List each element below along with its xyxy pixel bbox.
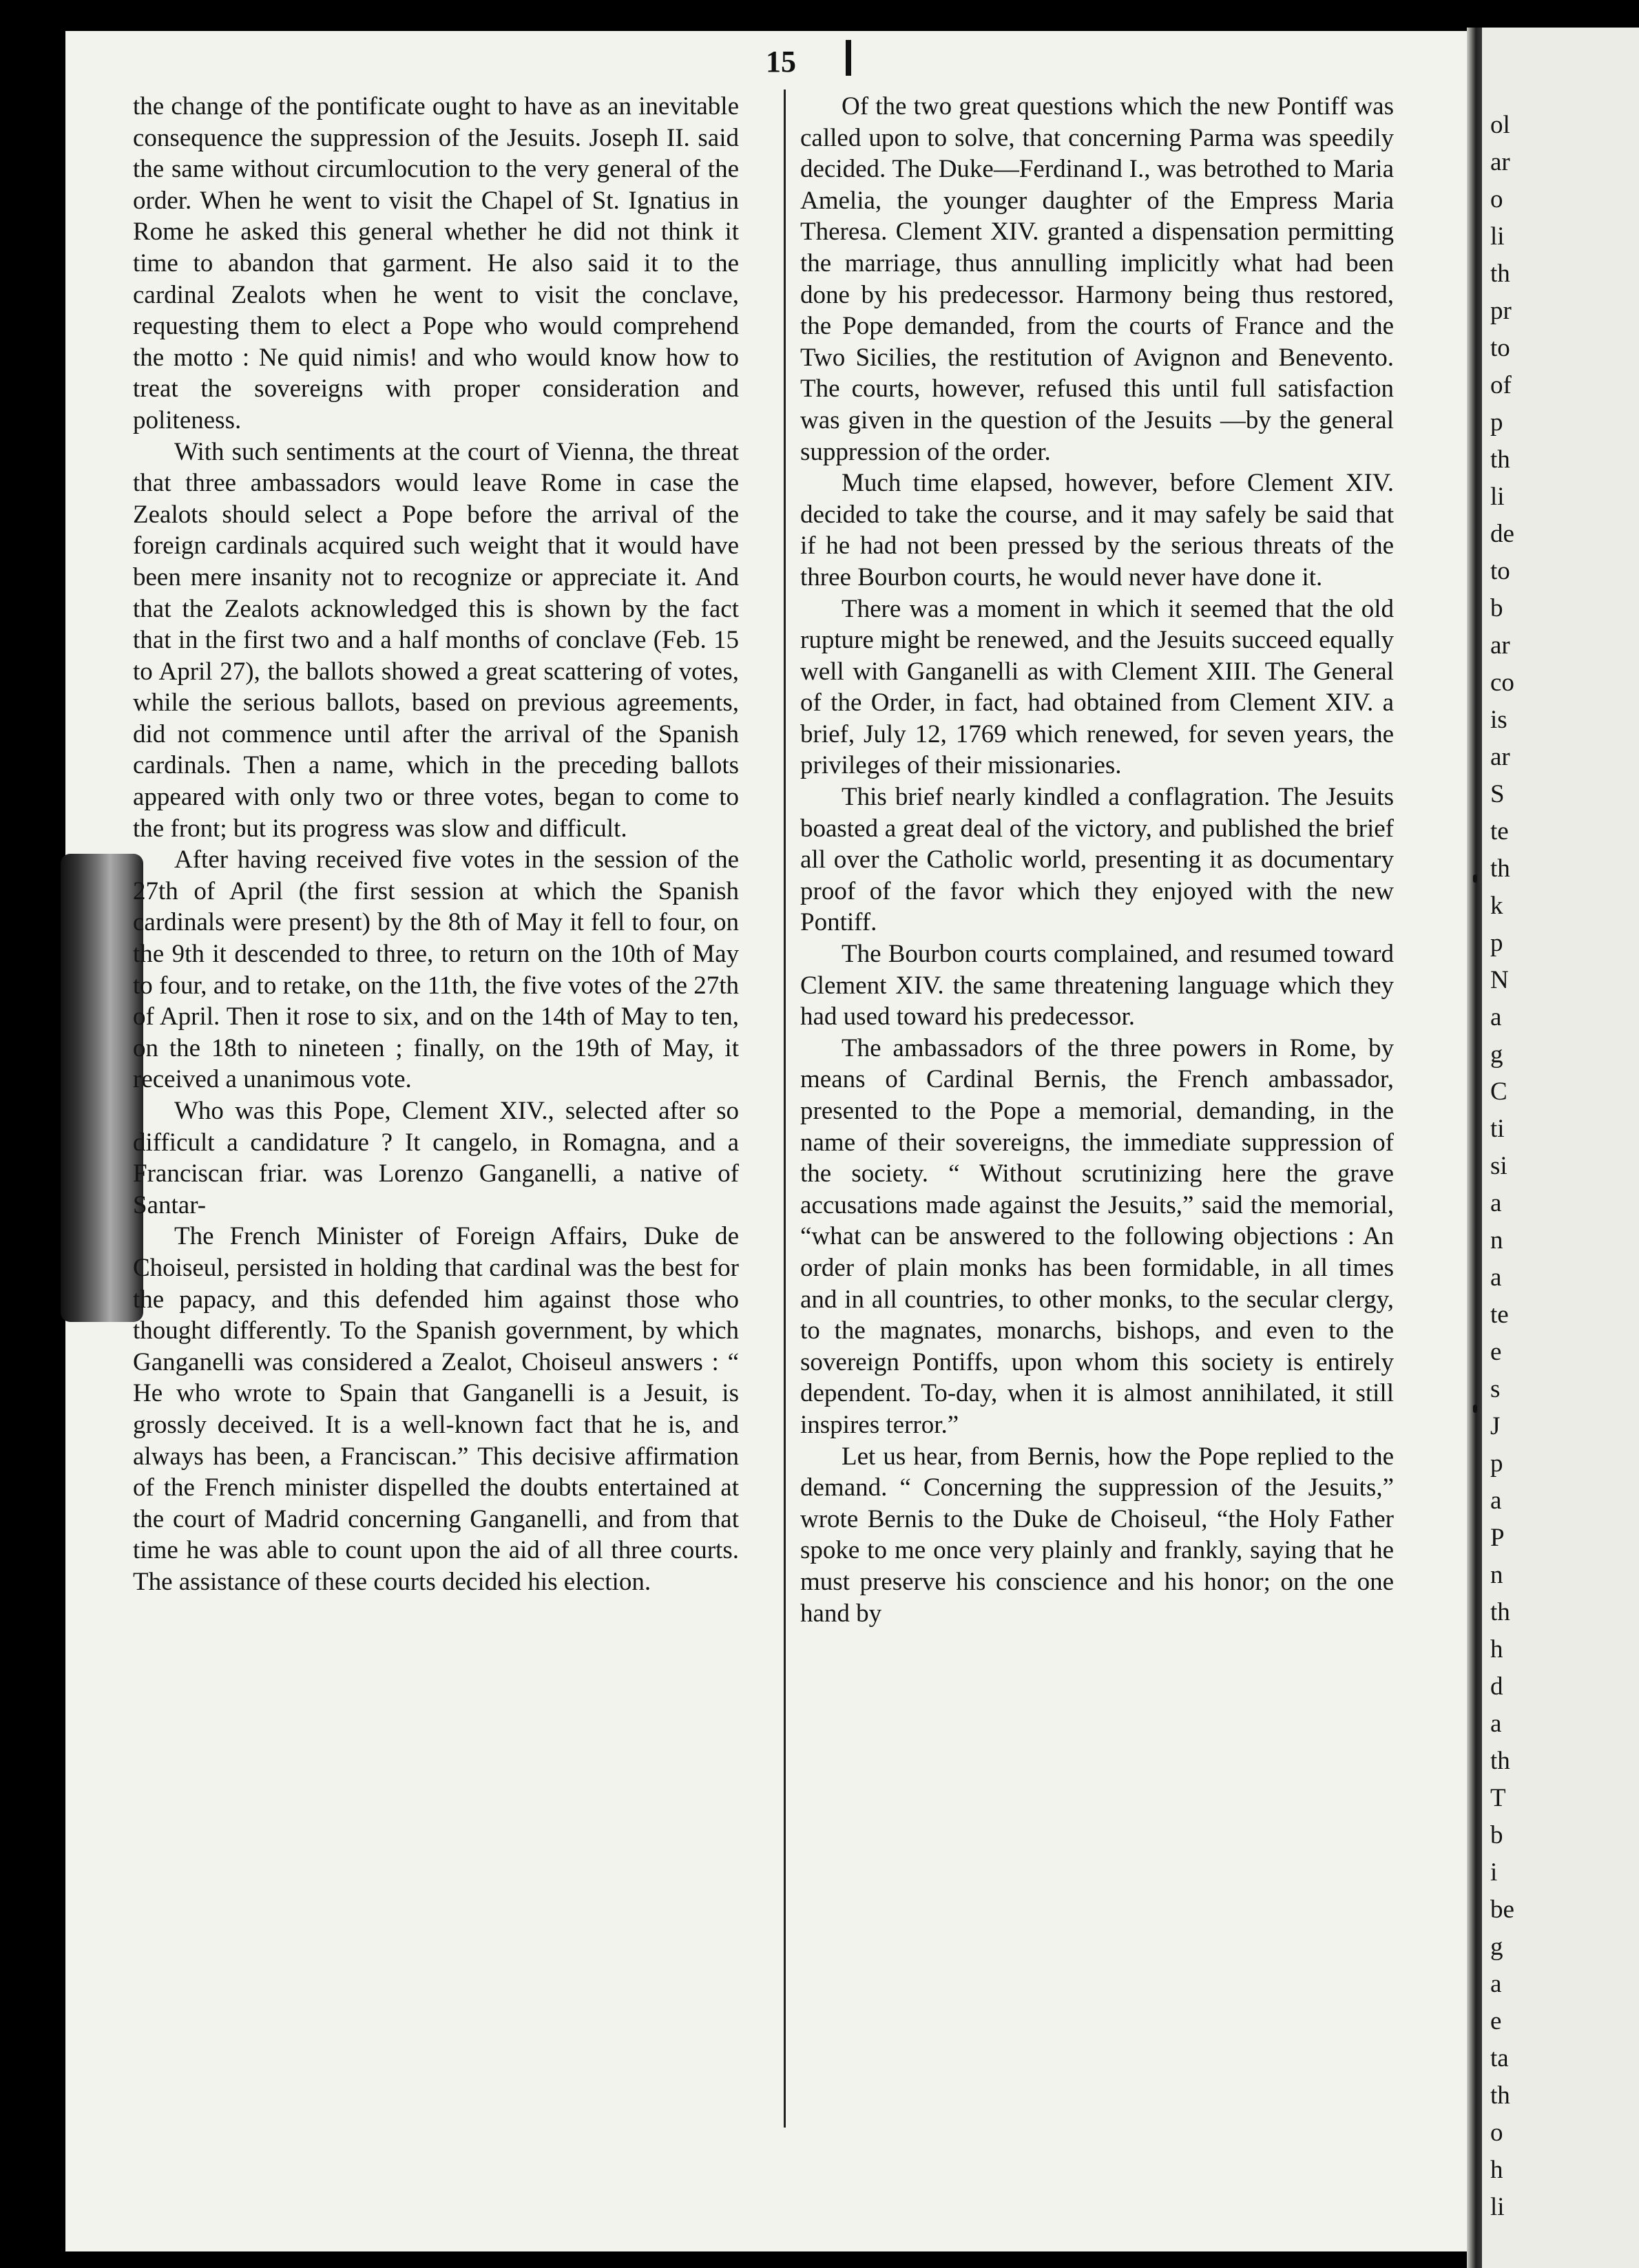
paragraph: Let us hear, from Bernis, how the Pope replied to the demand. “ Concerning the suppression of the Jesuits,” wrote Bernis to the Duke de Choiseul, “the Holy Father spoke to me once very plainly and frankly, saying that he must preserve his conscience and his honor; on the one hand by — [800, 1442, 1394, 1628]
adjacent-page-fragment: g — [1490, 1933, 1503, 1961]
paragraph: This brief nearly kindled a conflagration. The Jesuits boasted a great deal of the victory, and published the brief all over the Catholic world, presenting it as documentary proof of the favor which they enjoyed with the new Pontiff. — [800, 783, 1394, 937]
adjacent-page-fragment: a — [1490, 1970, 1502, 1998]
adjacent-page-fragment: ar — [1490, 743, 1510, 771]
adjacent-page-fragment: h — [1490, 1635, 1503, 1663]
ink-speck — [1473, 874, 1477, 883]
adjacent-page-fragment: ti — [1490, 1115, 1505, 1143]
adjacent-page-fragment: g — [1490, 1040, 1503, 1069]
page-number: 15 — [766, 45, 796, 78]
binder-clip — [61, 854, 143, 1322]
adjacent-page-fragment: ol — [1490, 111, 1510, 139]
paragraph: The ambassadors of the three powers in Rome, by means of Cardinal Bernis, the French ambassador, presented to the Pope a memorial, demanding, in the name of their sovereigns, the immediate suppression of the society. “ Without scrutinizing here the grave accusations made against the Jesuits,” said the memorial, “what can be answered to the following objections : An order of plain monks has been formidable, in all times and in all countries, to other monks, to the secular clergy, to the magnates, monarchs, bishops, and even to the sovereign Pontiffs, upon whom this society is entirely dependent. To-day, when it is almost annihilated, it still inspires terror.” — [800, 1033, 1394, 1439]
adjacent-page-fragment: th — [1490, 1598, 1510, 1626]
adjacent-page-fragment: b — [1490, 1821, 1503, 1849]
paragraph: the change of the pontificate ought to have as an inevitable consequence the suppression of the Jesuits. Joseph II. said the same without circumlocution to the very general of the order. When he went to visit the Chapel of St. Ignatius in Rome he asked this general whether he did not think it time to abandon that garment. He also said it to the cardinal Zealots when he went to visit the conclave, requesting them to elect a Pope who would comprehend the motto : Ne quid nimis! and who would know how to treat the sovereigns with proper consideration and politeness. — [133, 92, 739, 434]
adjacent-page-fragment: n — [1490, 1561, 1503, 1589]
adjacent-page-fragment: th — [1490, 260, 1510, 288]
adjacent-page-fragment: ar — [1490, 631, 1510, 660]
adjacent-page-fragment: a — [1490, 1263, 1502, 1292]
right-column — [800, 91, 1394, 2136]
column-rule — [784, 90, 786, 2128]
adjacent-page-fragment: S — [1490, 780, 1505, 808]
adjacent-page-fragment: b — [1490, 594, 1503, 622]
adjacent-page-fragment: li — [1490, 2193, 1505, 2221]
adjacent-page-fragment: C — [1490, 1078, 1507, 1106]
adjacent-page-fragment: o — [1490, 185, 1503, 213]
paragraph: With such sentiments at the court of Vienna, the threat that three ambassadors would leave Rome in case the Zealots should select a Pope before the arrival of the foreign cardinals acquired such weight that it would have been mere insanity not to recognize or appreciate it. And that the Zealots acknowledged this is shown by the fact that in the first two and a half months of conclave (Feb. 15 to April 27), the ballots showed a great scattering of votes, while the serious ballots, based on previous agreements, did not commence until after the arrival of the Spanish cardinals. Then a name, which in the preceding ballots appeared with only two or three votes, began to come to the front; but its progress was slow and difficult. — [133, 437, 739, 843]
adjacent-page-fragment: p — [1490, 1449, 1503, 1478]
adjacent-page-fragment: N — [1490, 966, 1509, 994]
adjacent-page-fragment: o — [1490, 2119, 1503, 2147]
adjacent-page-fragment: th — [1490, 445, 1510, 474]
adjacent-page-fragment: to — [1490, 557, 1510, 585]
adjacent-page-fragment: a — [1490, 1189, 1502, 1217]
adjacent-page-fragment: de — [1490, 520, 1514, 548]
adjacent-page-fragment: be — [1490, 1896, 1514, 1924]
ink-speck — [1473, 1405, 1477, 1413]
paragraph: Much time elapsed, however, before Clement XIV. decided to take the course, and it may safely be said that if he had not been pressed by the serious threats of the three Bourbon courts, he would never have done it. — [800, 469, 1394, 591]
adjacent-page-fragment: p — [1490, 408, 1503, 437]
adjacent-page-fragment: T — [1490, 1784, 1506, 1812]
page-number-mark — [846, 40, 851, 76]
left-column — [133, 91, 739, 2136]
adjacent-page-fragment: ta — [1490, 2044, 1509, 2072]
adjacent-page-fragment: pr — [1490, 297, 1512, 325]
adjacent-page-edge — [1482, 28, 1639, 2268]
adjacent-page-fragment: a — [1490, 1710, 1502, 1738]
adjacent-page-fragment: th — [1490, 854, 1510, 883]
adjacent-page-fragment: ar — [1490, 148, 1510, 176]
adjacent-page-fragment: s — [1490, 1375, 1501, 1403]
adjacent-page-fragment: of — [1490, 371, 1512, 399]
adjacent-page-fragment: te — [1490, 1301, 1509, 1329]
adjacent-page-fragment: k — [1490, 892, 1503, 920]
adjacent-page-fragment: a — [1490, 1003, 1502, 1031]
paragraph: The French Minister of Foreign Affairs, Duke de Choiseul, persisted in holding that cardinal was the best for the papacy, and this defended him against those who thought differently. To the Spanish government, by which Ganganelli was considered a Zealot, Choiseul answers : “ He who wrote to Spain that Ganganelli is a Jesuit, is grossly deceived. It is a well-known fact that he is, and always has been, a Franciscan.” This decisive affirmation of the French minister dispelled the doubts entertained at the court of Madrid concerning Ganganelli, and from that time he was able to count upon the aid of all three courts. The assistance of these courts decided his election. — [133, 1222, 739, 1596]
page-fold-shadow — [1467, 28, 1482, 2268]
adjacent-page-fragment: co — [1490, 669, 1514, 697]
paragraph: Who was this Pope, Clement XIV., selected after so difficult a candidature ? It cangelo, in Romagna, and a Franciscan friar. was Lorenzo Ganganelli, a native of Santar- — [133, 1097, 739, 1219]
adjacent-page-fragment: si — [1490, 1152, 1507, 1180]
adjacent-page-fragment: d — [1490, 1672, 1503, 1701]
adjacent-page-fragment: h — [1490, 2156, 1503, 2184]
adjacent-page-fragment: P — [1490, 1524, 1505, 1552]
paragraph: Of the two great questions which the new Pontiff was called upon to solve, that concerning Parma was speedily decided. The Duke—Ferdinand I., was betrothed to Maria Amelia, the younger daughter of the Empress Maria Theresa. Clement XIV. granted a dispensation permitting the marriage, thus annulling implicitly what had been done by his predecessor. Harmony being thus restored, the Pope demanded, from the courts of France and the Two Sicilies, the restitution of Avignon and Benevento. The courts, however, refused this until full satisfaction was given in the question of the Jesuits —by the general suppression of the order. — [800, 92, 1394, 466]
adjacent-page-fragment: p — [1490, 929, 1503, 957]
paragraph: After having received five votes in the session of the 27th of April (the first session at which the Spanish cardinals were present) by the 8th of May it fell to four, on the 9th it descended to three, to return on the 10th of May to four, and to retake, on the 11th, the five votes of the 27th of April. Then it rose to six, and on the 14th of May to ten, on the 18th to nineteen ; finally, on the 19th of May, it received a unanimous vote. — [133, 846, 739, 1094]
adjacent-page-fragment: th — [1490, 2081, 1510, 2110]
adjacent-page-fragment: to — [1490, 334, 1510, 362]
adjacent-page-fragment: e — [1490, 1338, 1502, 1366]
adjacent-page-fragment: e — [1490, 2007, 1502, 2035]
adjacent-page-fragment: n — [1490, 1226, 1503, 1254]
paragraph: The Bourbon courts complained, and resumed toward Clement XIV. the same threatening language which they had used toward his predecessor. — [800, 940, 1394, 1031]
adjacent-page-fragment: li — [1490, 222, 1505, 251]
adjacent-page-fragment: te — [1490, 817, 1509, 846]
adjacent-page-fragment: is — [1490, 706, 1507, 734]
paragraph: There was a moment in which it seemed that the old rupture might be renewed, and the Jesuits succeed equally well with Ganganelli as with Clement XIII. The General of the Order, in fact, had obtained from Clement XIV. a brief, July 12, 1769 which renewed, for seven years, the privileges of their missionaries. — [800, 594, 1394, 780]
adjacent-page-fragment: a — [1490, 1487, 1502, 1515]
adjacent-page-fragment: J — [1490, 1412, 1501, 1440]
adjacent-page-fragment: th — [1490, 1747, 1510, 1775]
adjacent-page-fragment: i — [1490, 1858, 1498, 1887]
adjacent-page-fragment: li — [1490, 483, 1505, 511]
